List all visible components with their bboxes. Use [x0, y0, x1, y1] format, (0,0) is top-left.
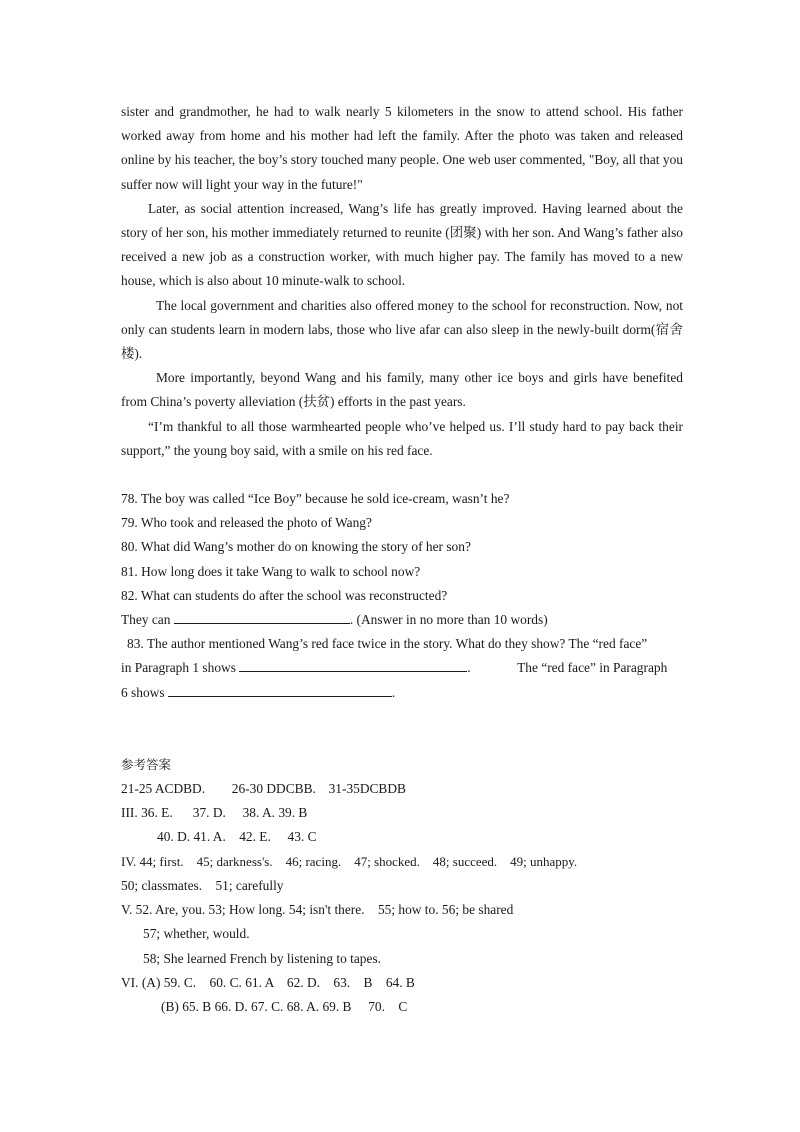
answer-suffix: .: [467, 660, 471, 676]
answer-key-line: (B) 65. B 66. D. 67. C. 68. A. 69. B 70. C: [161, 998, 408, 1014]
answer-suffix: . (Answer in no more than 10 words): [349, 612, 548, 628]
passage-paragraph-2: Later, as social attention increased, Wang’s life has greatly improved. Having learned about the story of her son, his mother immediately returned to reunite (团聚) with her son. And Wang’s father also received a new job as a construction worker, with much higher pay. The family has moved to a new house, which is also about 10 minute-walk to school.: [121, 200, 683, 289]
answer-blank[interactable]: [168, 682, 392, 697]
question-78: 78. The boy was called “Ice Boy” because he sold ice-cream, wasn’t he?: [121, 491, 510, 507]
answer-prefix: in Paragraph 1 shows: [121, 660, 236, 676]
answer-prefix: They can: [121, 612, 171, 628]
answer-key-line: [121, 777, 683, 801]
passage-paragraph-4: More importantly, beyond Wang and his family, many other ice boys and girls have benefited from China’s poverty alleviation (扶贫) efforts in the past years.: [121, 370, 683, 410]
answer-prefix: 6 shows: [121, 684, 165, 700]
answer-blank[interactable]: [174, 609, 350, 624]
answer-key-line: 57; whether, would.: [143, 926, 250, 942]
question-82: 82. What can students do after the school was reconstructed?: [121, 587, 448, 603]
question-80: 80. What did Wang’s mother do on knowing the story of her son?: [121, 539, 471, 555]
answer-key-line: 50; classmates. 51; carefully: [121, 877, 284, 893]
passage-paragraph-5: “I’m thankful to all those warmhearted people who’ve helped us. I’ll study hard to pay back their support,” the young boy said, with a smile on his red face.: [121, 418, 683, 458]
answer-group: 26-30 DDCBB.: [231, 781, 316, 797]
question-83-line-2: [121, 656, 683, 680]
answer-suffix: .: [391, 684, 396, 700]
answer-key-line: V. 52. Are, you. 53; How long. 54; isn't there. 55; how to. 56; be shared: [121, 902, 514, 918]
spacer: [121, 463, 683, 487]
question-79: 79. Who took and released the photo of Wang?: [121, 515, 372, 531]
question-83-line-3: [121, 681, 683, 705]
answer-label: The “red face” in Paragraph: [517, 660, 668, 676]
passage-paragraph-1: sister and grandmother, he had to walk nearly 5 kilometers in the snow to attend school. His father worked away from home and his mother had left the family. After the photo was taken and released online by his teacher, the boy’s story touched many people. One web user commented, "Boy, all that you suffer now will light your way in the future!": [121, 104, 683, 192]
document-page: [121, 100, 683, 1019]
answer-key-line: III. 36. E. 37. D. 38. A. 39. B: [121, 805, 308, 821]
answer-key-line: 58; She learned French by listening to tapes.: [143, 950, 382, 966]
answer-key-heading: 参考答案: [121, 756, 172, 772]
answer-blank[interactable]: [239, 657, 467, 672]
answer-key-line: IV. 44; first. 45; darkness's. 46; racing. 47; shocked. 48; succeed. 49; unhappy.: [121, 853, 578, 869]
question-81: 81. How long does it take Wang to walk to school now?: [121, 563, 421, 579]
answer-group: 31-35DCBDB: [328, 781, 406, 797]
question-82-answer-line: [121, 608, 683, 632]
question-83: 83. The author mentioned Wang’s red face twice in the story. What do they show? The “red face”: [127, 636, 648, 652]
passage-paragraph-3: The local government and charities also offered money to the school for reconstruction. Now, not only can students learn in modern labs, those who live afar can also sleep in the newly-built dorm(宿舍楼).: [121, 297, 683, 362]
answer-key-line: VI. (A) 59. C. 60. C. 61. A 62. D. 63. B 64. B: [121, 974, 415, 990]
spacer: [121, 705, 683, 753]
answer-group: 21-25 ACDBD.: [121, 781, 206, 797]
answer-key-line: 40. D. 41. A. 42. E. 43. C: [157, 829, 317, 845]
